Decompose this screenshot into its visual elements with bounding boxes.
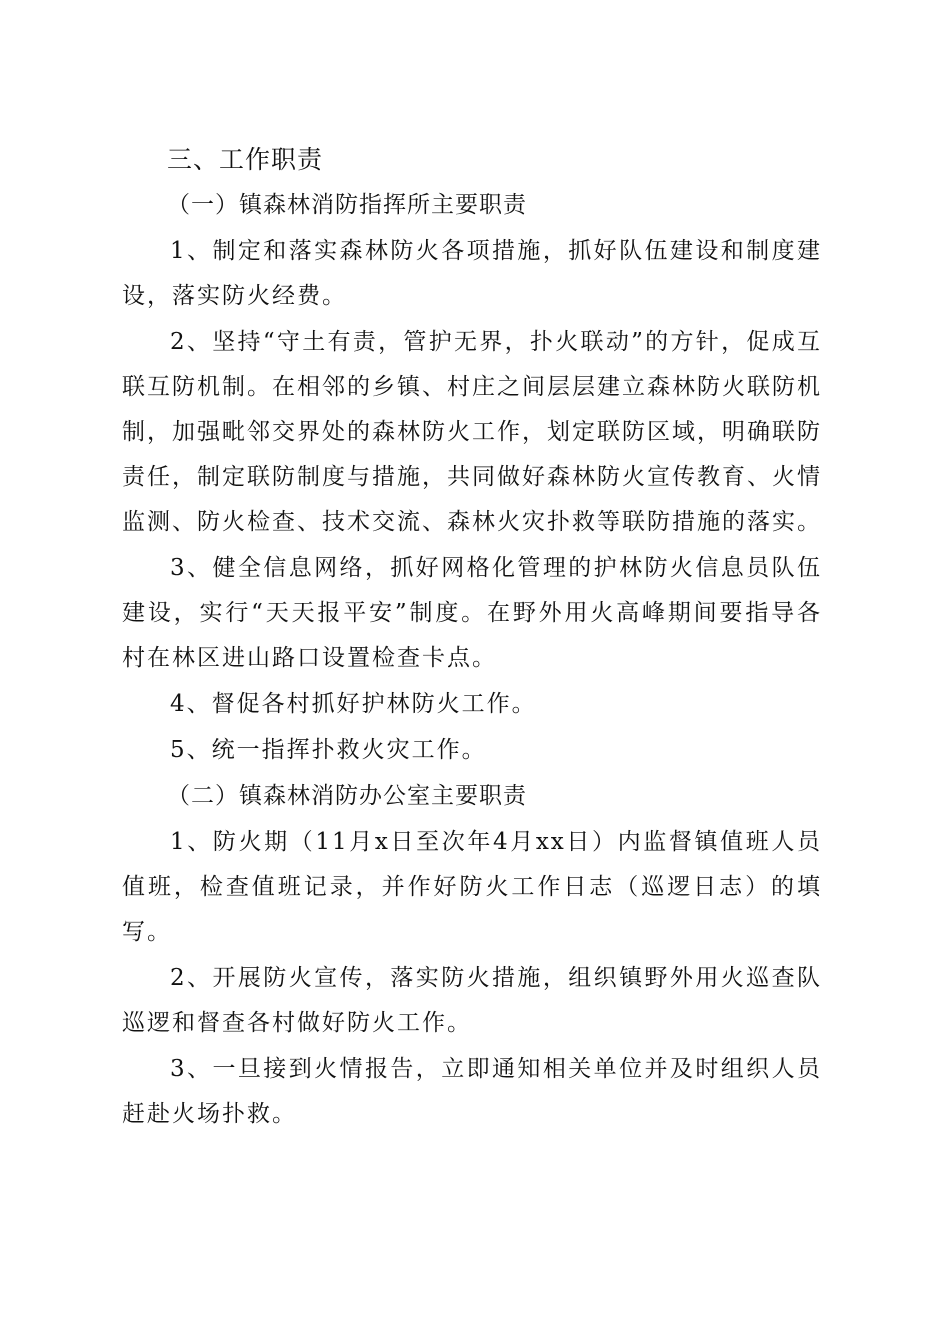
paragraph-1-3: 3、健全信息网络，抓好网格化管理的护林防火信息员队伍建设，实行“天天报平安”制度。在野外用火高峰期间要指导各村在林区进山路口设置检查卡点。: [122, 555, 822, 671]
section-heading: 三、工作职责: [167, 145, 324, 174]
paragraph-2-1: 1、防火期（11月x日至次年4月xx日）内监督镇值班人员值班，检查值班记录，并作好防火工作日志（巡逻日志）的填写。: [122, 829, 822, 945]
document-page: [122, 138, 822, 1138]
paragraph-1-2: 2、坚持“守土有责，管护无界，扑火联动”的方针，促成互联互防机制。在相邻的乡镇、村庄之间层层建立森林防火联防机制，加强毗邻交界处的森林防火工作，划定联防区域，明确联防责任，制定联防制度与措施，共同做好森林防火宣传教育、火情监测、防火检查、技术交流、森林火灾扑救等联防措施的落实。: [122, 329, 822, 535]
paragraph-1-1: 1、制定和落实森林防火各项措施，抓好队伍建设和制度建设，落实防火经费。: [122, 238, 822, 309]
paragraph-2-2: 2、开展防火宣传，落实防火措施，组织镇野外用火巡查队巡逻和督查各村做好防火工作。: [122, 965, 822, 1036]
paragraph-1-4: 4、督促各村抓好护林防火工作。: [170, 691, 537, 717]
subsection-heading-2: （二）镇森林消防办公室主要职责: [167, 783, 527, 809]
paragraph-1-5: 5、统一指挥扑救火灾工作。: [170, 737, 487, 763]
paragraph-2-3: 3、一旦接到火情报告，立即通知相关单位并及时组织人员赶赴火场扑救。: [122, 1056, 822, 1127]
subsection-heading-1: （一）镇森林消防指挥所主要职责: [167, 192, 527, 218]
